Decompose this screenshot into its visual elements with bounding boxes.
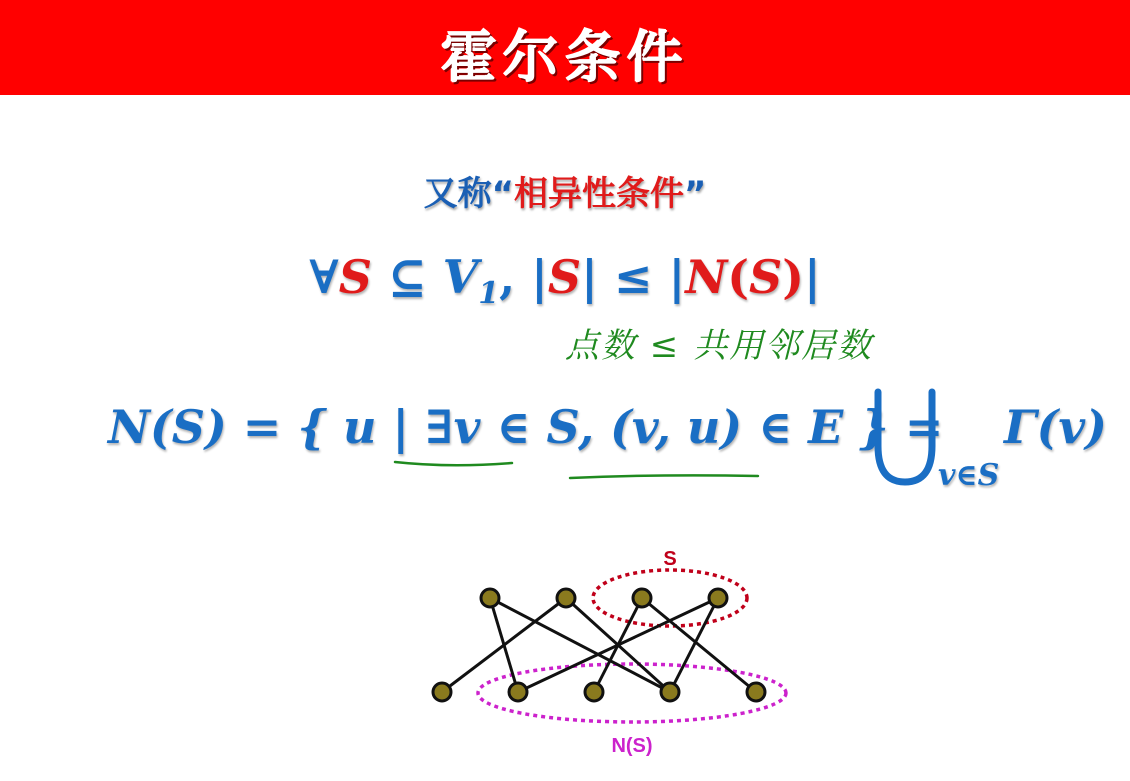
- paren-close: ): [782, 250, 804, 304]
- top-node: [481, 589, 499, 607]
- set-v: V: [442, 250, 479, 304]
- underline-exists: [395, 462, 512, 465]
- forall-symbol: ∀: [309, 250, 339, 304]
- paren-open: (: [727, 250, 749, 304]
- set-s-cardinality: S: [547, 250, 582, 304]
- hall-condition-formula: [0, 250, 1130, 311]
- subtitle-prefix: 又称: [423, 174, 492, 214]
- top-node: [633, 589, 651, 607]
- set-v-subscript: 1: [478, 276, 500, 311]
- edges: [442, 598, 756, 692]
- comma: ,: [499, 250, 532, 304]
- neighborhood-definition: N(S) = { u | ∃v ∈ S, (v, u) ∈ E } =: [108, 400, 944, 454]
- handwritten-annotation: 点数 ≤ 共用邻居数: [565, 326, 874, 366]
- leq-with-bars: | ≤ |: [581, 250, 686, 304]
- gamma-function: Γ(v): [1004, 400, 1107, 454]
- open-quote: “: [491, 174, 514, 214]
- label-s: S: [663, 548, 677, 570]
- bottom-node: [433, 683, 451, 701]
- set-s-neighbor-arg: S: [749, 250, 783, 304]
- bottom-node: [585, 683, 603, 701]
- set-s: S: [338, 250, 372, 304]
- top-node: [709, 589, 727, 607]
- bipartite-graph: [420, 540, 800, 770]
- edge: [670, 598, 718, 692]
- subseteq-symbol: ⊆: [371, 250, 443, 304]
- subtitle-quoted-term: 相异性条件: [514, 174, 684, 214]
- abs-bar-right: |: [804, 250, 821, 304]
- close-quote: ”: [684, 174, 707, 214]
- top-node: [557, 589, 575, 607]
- subtitle: [0, 166, 1130, 215]
- big-union-icon: [870, 388, 940, 488]
- bottom-node: [509, 683, 527, 701]
- union-subscript: v∈S: [938, 458, 1000, 493]
- neighbor-n: N: [685, 250, 728, 304]
- underline-edge: [570, 475, 758, 478]
- bottom-node: [661, 683, 679, 701]
- label-ns: N(S): [611, 735, 653, 757]
- bottom-node: [747, 683, 765, 701]
- abs-bar-left: |: [531, 250, 548, 304]
- page-title: 霍尔条件: [441, 26, 689, 91]
